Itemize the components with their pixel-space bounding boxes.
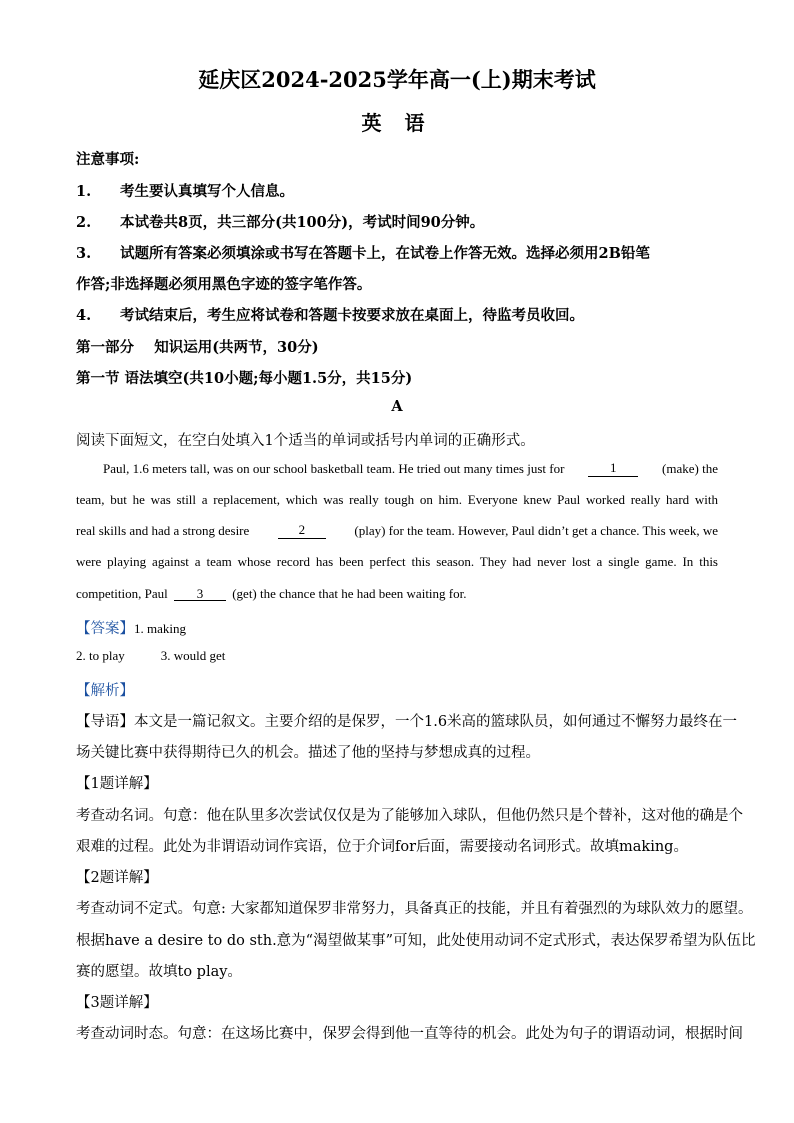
analysis-tag: 【解析】 [76, 683, 134, 699]
notice-item-text: 试题所有答案必须填涂或书写在答题卡上，在试卷上作答无效。选择必须用2B铅笔 [120, 245, 650, 262]
answer-2: 2. to play [76, 648, 125, 663]
passage-label: A [391, 398, 403, 415]
part-heading: 第一部分 知识运用(共两节，30分) [76, 339, 319, 356]
notice-item-number: 2. [76, 214, 92, 231]
passage-line: team, but he was still a replacement, which was really tough on him. Everyone knew Paul worked really hard with [76, 492, 718, 507]
blank-3: 3 [174, 587, 226, 601]
notice-heading: 注意事项: [76, 151, 140, 168]
passage-line: were playing against a team whose record has been perfect this season. They had never lost a single game. In this [76, 554, 718, 569]
q3-line: 考查动词时态。句意：在这场比赛中，保罗会得到他一直等待的机会。此处为句子的谓语动词，根据时间 [76, 1026, 743, 1042]
blank-1: 1 [588, 461, 638, 477]
instruction-text: 阅读下面短文，在空白处填入1个适当的单词或括号内单词的正确形式。 [76, 433, 535, 449]
q1-line: 艰难的过程。此处为非谓语动词作宾语，位于介词for后面，需要接动名词形式。故填making。 [76, 839, 688, 855]
answer-line [76, 617, 186, 638]
notice-item-number: 4. [76, 307, 92, 324]
notice-item [76, 211, 484, 232]
notice-item-continuation: 作答;非选择题必须用黑色字迹的签字笔作答。 [76, 276, 372, 293]
section-heading: 第一节 语法填空(共10小题;每小题1.5分，共15分) [76, 370, 413, 387]
q1-tag: 【1题详解】 [76, 776, 158, 792]
exam-title: 延庆区2024-2025学年高一(上)期末考试 [198, 67, 596, 92]
passage-line [103, 461, 718, 477]
passage-text: (get) the chance that he had been waiting for. [232, 586, 467, 601]
notice-item [76, 180, 294, 201]
notice-item-text: 考试结束后，考生应将试卷和答题卡按要求放在桌面上，待监考员收回。 [120, 307, 584, 324]
q2-line: 考查动词不定式。句意: 大家都知道保罗非常努力，具备真正的技能，并且有着强烈的为球队效力的愿望。 [76, 901, 753, 917]
guide-tag: 【导语】 [76, 714, 134, 730]
answer-tag: 【答案】 [76, 621, 134, 637]
guide-line: 场关键比赛中获得期待已久的机会。描述了他的坚持与梦想成真的过程。 [76, 745, 540, 761]
notice-item-number: 1. [76, 183, 92, 200]
passage-text: (make) the [662, 461, 718, 476]
notice-item-text: 考生要认真填写个人信息。 [120, 183, 294, 200]
q2-line: 赛的愿望。故填to play。 [76, 964, 242, 980]
notice-item [76, 242, 650, 263]
answer-1: 1. making [134, 621, 186, 636]
notice-item-number: 3. [76, 245, 92, 262]
answer-line [76, 648, 225, 664]
q2-line: 根据have a desire to do sth.意为“渴望做某事”可知，此处使用动词不定式形式，表达保罗希望为队伍比 [76, 933, 756, 949]
notice-item-text: 本试卷共8页，共三部分(共100分)，考试时间90分钟。 [120, 214, 485, 231]
q1-line: 考查动名词。句意：他在队里多次尝试仅仅是为了能够加入球队，但他仍然只是个替补，这对他的确是个 [76, 808, 743, 824]
passage-text: competition, Paul [76, 586, 168, 601]
guide-line [76, 710, 737, 731]
passage-line [76, 523, 718, 539]
notice-item [76, 304, 584, 325]
passage-text: real skills and had a strong desire [76, 523, 250, 538]
subject-title: 英 语 [361, 111, 433, 135]
passage-line [76, 586, 466, 602]
guide-text: 本文是一篇记叙文。主要介绍的是保罗，一个1.6米高的篮球队员，如何通过不懈努力最终在一 [134, 714, 738, 730]
blank-2: 2 [278, 523, 326, 539]
answer-3: 3. would get [160, 648, 226, 663]
q2-tag: 【2题详解】 [76, 870, 158, 886]
q3-tag: 【3题详解】 [76, 995, 158, 1011]
passage-text: (play) for the team. However, Paul didn’t get a chance. This week, we [354, 523, 718, 538]
passage-text: Paul, 1.6 meters tall, was on our school basketball team. He tried out many times just for [103, 461, 565, 476]
